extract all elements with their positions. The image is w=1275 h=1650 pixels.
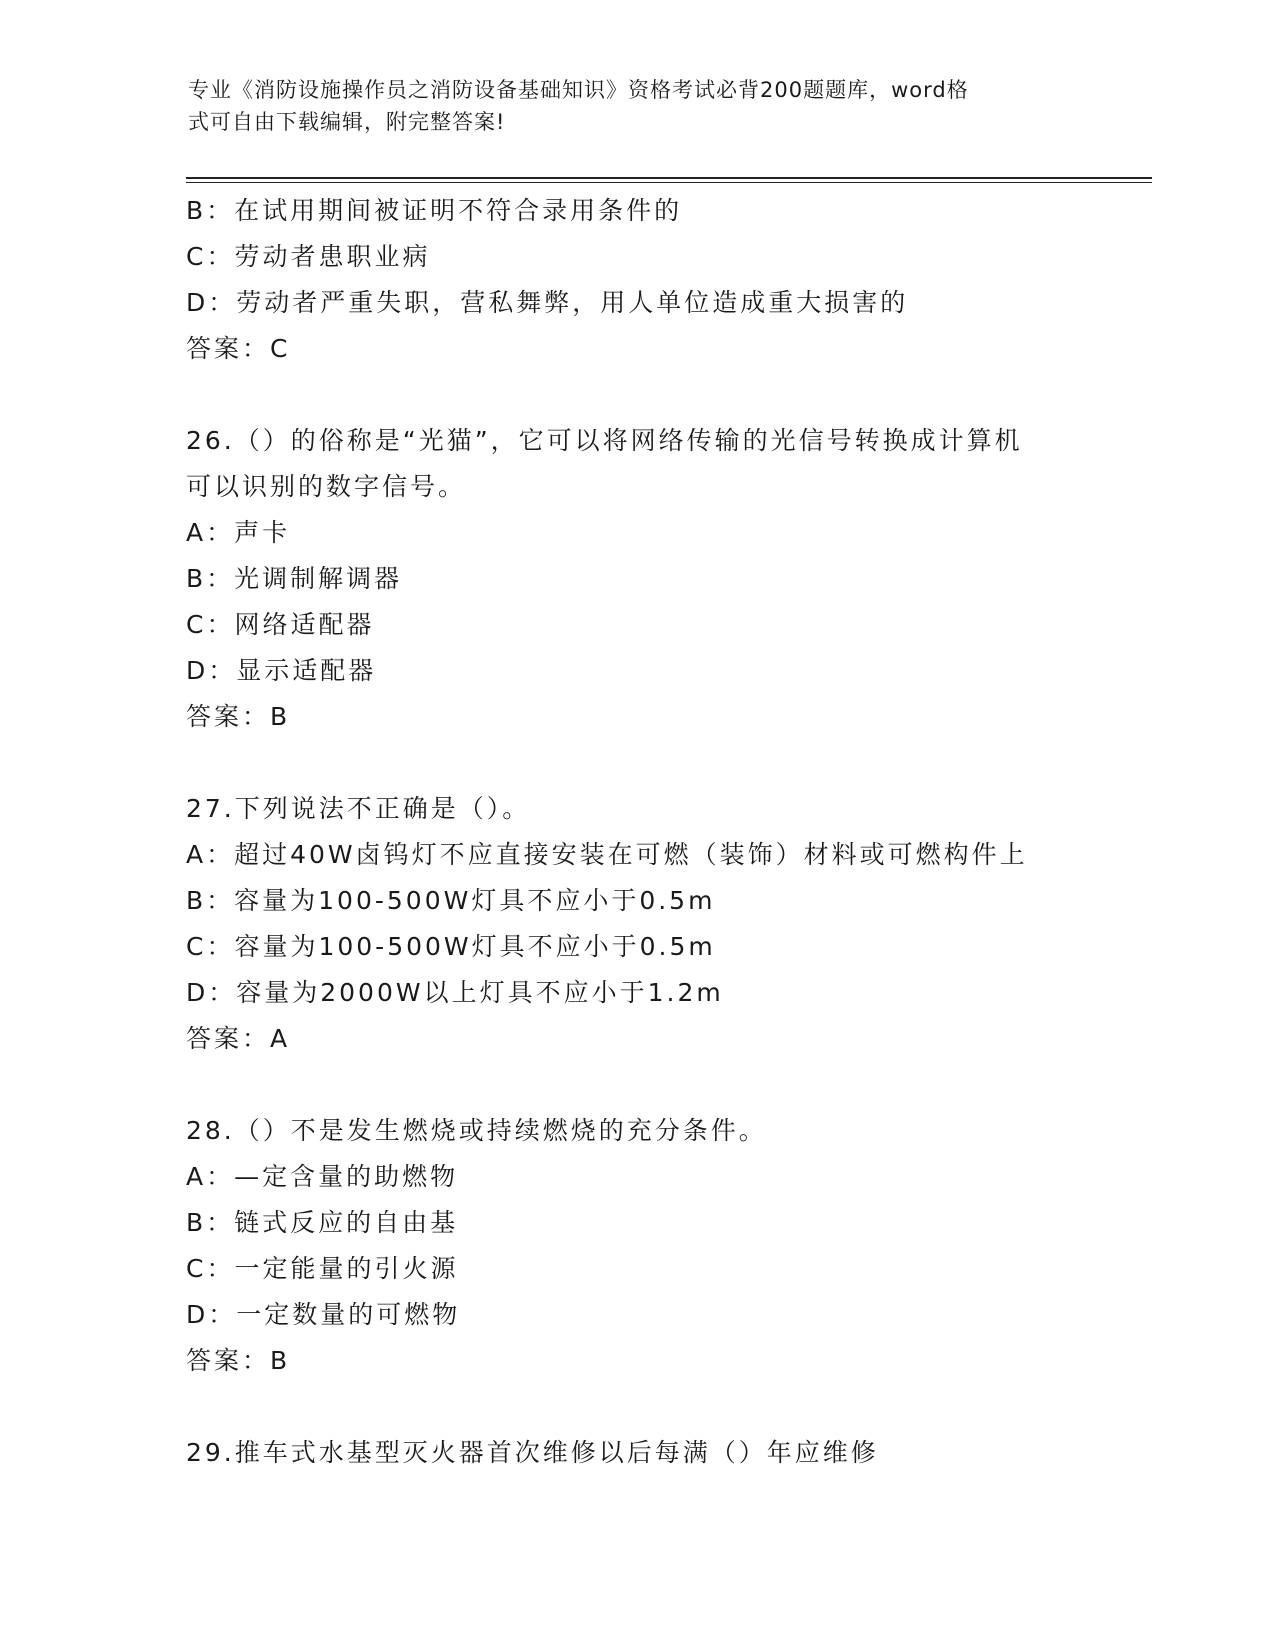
option-b: B：光调制解调器 — [186, 564, 403, 593]
spacer — [186, 1062, 1146, 1108]
answer: 答案：C — [186, 334, 291, 363]
document-header — [188, 74, 1068, 138]
spacer — [186, 1384, 1146, 1430]
option-c: C：容量为100-500W灯具不应小于0.5m — [186, 932, 716, 961]
option-c: C：劳动者患职业病 — [186, 242, 431, 271]
option-a: A：声卡 — [186, 518, 291, 547]
option-d: D：显示适配器 — [186, 656, 377, 685]
option-c: C：网络适配器 — [186, 610, 375, 639]
question-stem: 28.（）不是发生燃烧或持续燃烧的充分条件。 — [186, 1116, 767, 1145]
question-stem-cont: 可以识别的数字信号。 — [186, 472, 467, 501]
option-b: B：在试用期间被证明不符合录用条件的 — [186, 196, 683, 225]
option-b: B：链式反应的自由基 — [186, 1208, 459, 1237]
question-list — [186, 188, 1146, 1476]
header-line-2: 式可自由下载编辑，附完整答案! — [188, 110, 506, 134]
question-29 — [186, 1430, 1146, 1476]
option-b: B：容量为100-500W灯具不应小于0.5m — [186, 886, 716, 915]
option-a: A：超过40W卤钨灯不应直接安装在可燃（装饰）材料或可燃构件上 — [186, 840, 1028, 869]
spacer — [186, 372, 1146, 418]
header-rule-thick — [186, 177, 1152, 179]
option-d: D：劳动者严重失职，营私舞弊，用人单位造成重大损害的 — [186, 288, 909, 317]
spacer — [186, 740, 1146, 786]
header-rule-thin — [186, 182, 1152, 183]
option-c: C：一定能量的引火源 — [186, 1254, 459, 1283]
question-28 — [186, 1108, 1146, 1384]
header-line-1: 专业《消防设施操作员之消防设备基础知识》资格考试必背200题题库，word格 — [188, 78, 969, 102]
question-27 — [186, 786, 1146, 1062]
question-26 — [186, 418, 1146, 740]
question-stem: 27.下列说法不正确是（）。 — [186, 794, 531, 823]
option-d: D：一定数量的可燃物 — [186, 1300, 461, 1329]
answer: 答案：B — [186, 702, 291, 731]
answer: 答案：B — [186, 1346, 291, 1375]
question-stem: 29.推车式水基型灭火器首次维修以后每满（）年应维修 — [186, 1438, 879, 1467]
question-stem: 26.（）的俗称是“光猫”，它可以将网络传输的光信号转换成计算机 — [186, 426, 1023, 455]
option-d: D：容量为2000W以上灯具不应小于1.2m — [186, 978, 724, 1007]
answer: 答案：A — [186, 1024, 291, 1053]
option-a: A：—定含量的助燃物 — [186, 1162, 459, 1191]
question-25-tail — [186, 188, 1146, 372]
